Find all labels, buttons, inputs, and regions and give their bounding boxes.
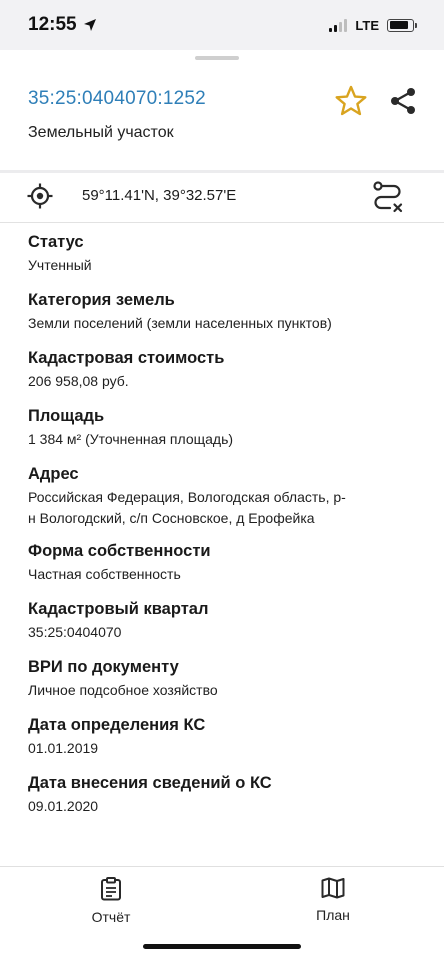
field-value: Частная собственность xyxy=(28,566,181,582)
field-label: Дата определения КС xyxy=(28,716,206,734)
field-value: 01.01.2019 xyxy=(28,740,99,756)
battery-level xyxy=(390,21,409,29)
tab-report-label: Отчёт xyxy=(91,909,131,925)
cellular-signal-icon xyxy=(329,18,347,32)
star-outline-icon xyxy=(334,84,368,118)
sheet-grabber[interactable] xyxy=(195,56,239,60)
field-label: Статус xyxy=(28,233,84,251)
object-type: Земельный участок xyxy=(28,124,174,141)
battery-icon xyxy=(387,19,414,32)
field-label: Адрес xyxy=(28,465,79,483)
field-permitted-use xyxy=(28,657,428,700)
field-value: Личное подсобное хозяйство xyxy=(28,682,218,698)
field-cadastral-value xyxy=(28,348,428,391)
tab-report[interactable] xyxy=(66,877,156,925)
field-area xyxy=(28,406,428,449)
map-icon xyxy=(321,877,345,899)
field-label: Площадь xyxy=(28,407,105,425)
home-indicator[interactable] xyxy=(143,944,301,949)
field-cadastral-block xyxy=(28,599,428,642)
cadastral-number: 35:25:0404070:1252 xyxy=(28,88,206,109)
locate-button[interactable] xyxy=(27,183,53,209)
clipboard-icon xyxy=(100,877,122,901)
field-ownership xyxy=(28,541,428,584)
coordinates-text: 59°11.41'N, 39°32.57'E xyxy=(82,187,237,204)
field-value-line: н Вологодский, с/п Сосновское, д Ерофейка xyxy=(28,510,315,526)
field-value: 09.01.2020 xyxy=(28,798,99,814)
field-entry-date xyxy=(28,773,428,816)
field-value-line: Российская Федерация, Вологодская область, р- xyxy=(28,489,346,505)
field-label: Категория земель xyxy=(28,291,175,309)
location-arrow-icon xyxy=(83,18,97,32)
route-cancel-icon xyxy=(370,179,406,215)
field-value: Учтенный xyxy=(28,257,92,273)
field-value: 206 958,08 руб. xyxy=(28,373,129,389)
share-button[interactable] xyxy=(388,86,418,116)
tab-plan-label: План xyxy=(316,907,350,923)
field-label: Дата внесения сведений о КС xyxy=(28,774,272,792)
network-type: LTE xyxy=(355,17,379,33)
route-button[interactable] xyxy=(370,179,406,215)
field-value: 35:25:0404070 xyxy=(28,624,122,640)
coordinates-row xyxy=(0,173,444,223)
field-label: Форма собственности xyxy=(28,542,211,560)
target-icon xyxy=(27,183,53,209)
clock: 12:55 xyxy=(28,14,77,35)
field-value: 1 384 м² (Уточненная площадь) xyxy=(28,431,234,447)
field-land-category xyxy=(28,290,428,333)
field-address xyxy=(28,464,428,528)
status-indicators xyxy=(329,18,414,33)
field-label: Кадастровая стоимость xyxy=(28,349,225,367)
status-bar xyxy=(0,0,444,50)
field-value: Земли поселений (земли населенных пунктов) xyxy=(28,315,332,331)
bottom-sheet-header xyxy=(0,50,444,170)
tab-plan[interactable] xyxy=(288,877,378,923)
field-label: ВРИ по документу xyxy=(28,658,179,676)
share-icon xyxy=(388,86,418,116)
field-valuation-date xyxy=(28,715,428,758)
field-status xyxy=(28,232,428,275)
status-time xyxy=(28,14,97,36)
field-label: Кадастровый квартал xyxy=(28,600,209,618)
favorite-button[interactable] xyxy=(334,84,368,118)
